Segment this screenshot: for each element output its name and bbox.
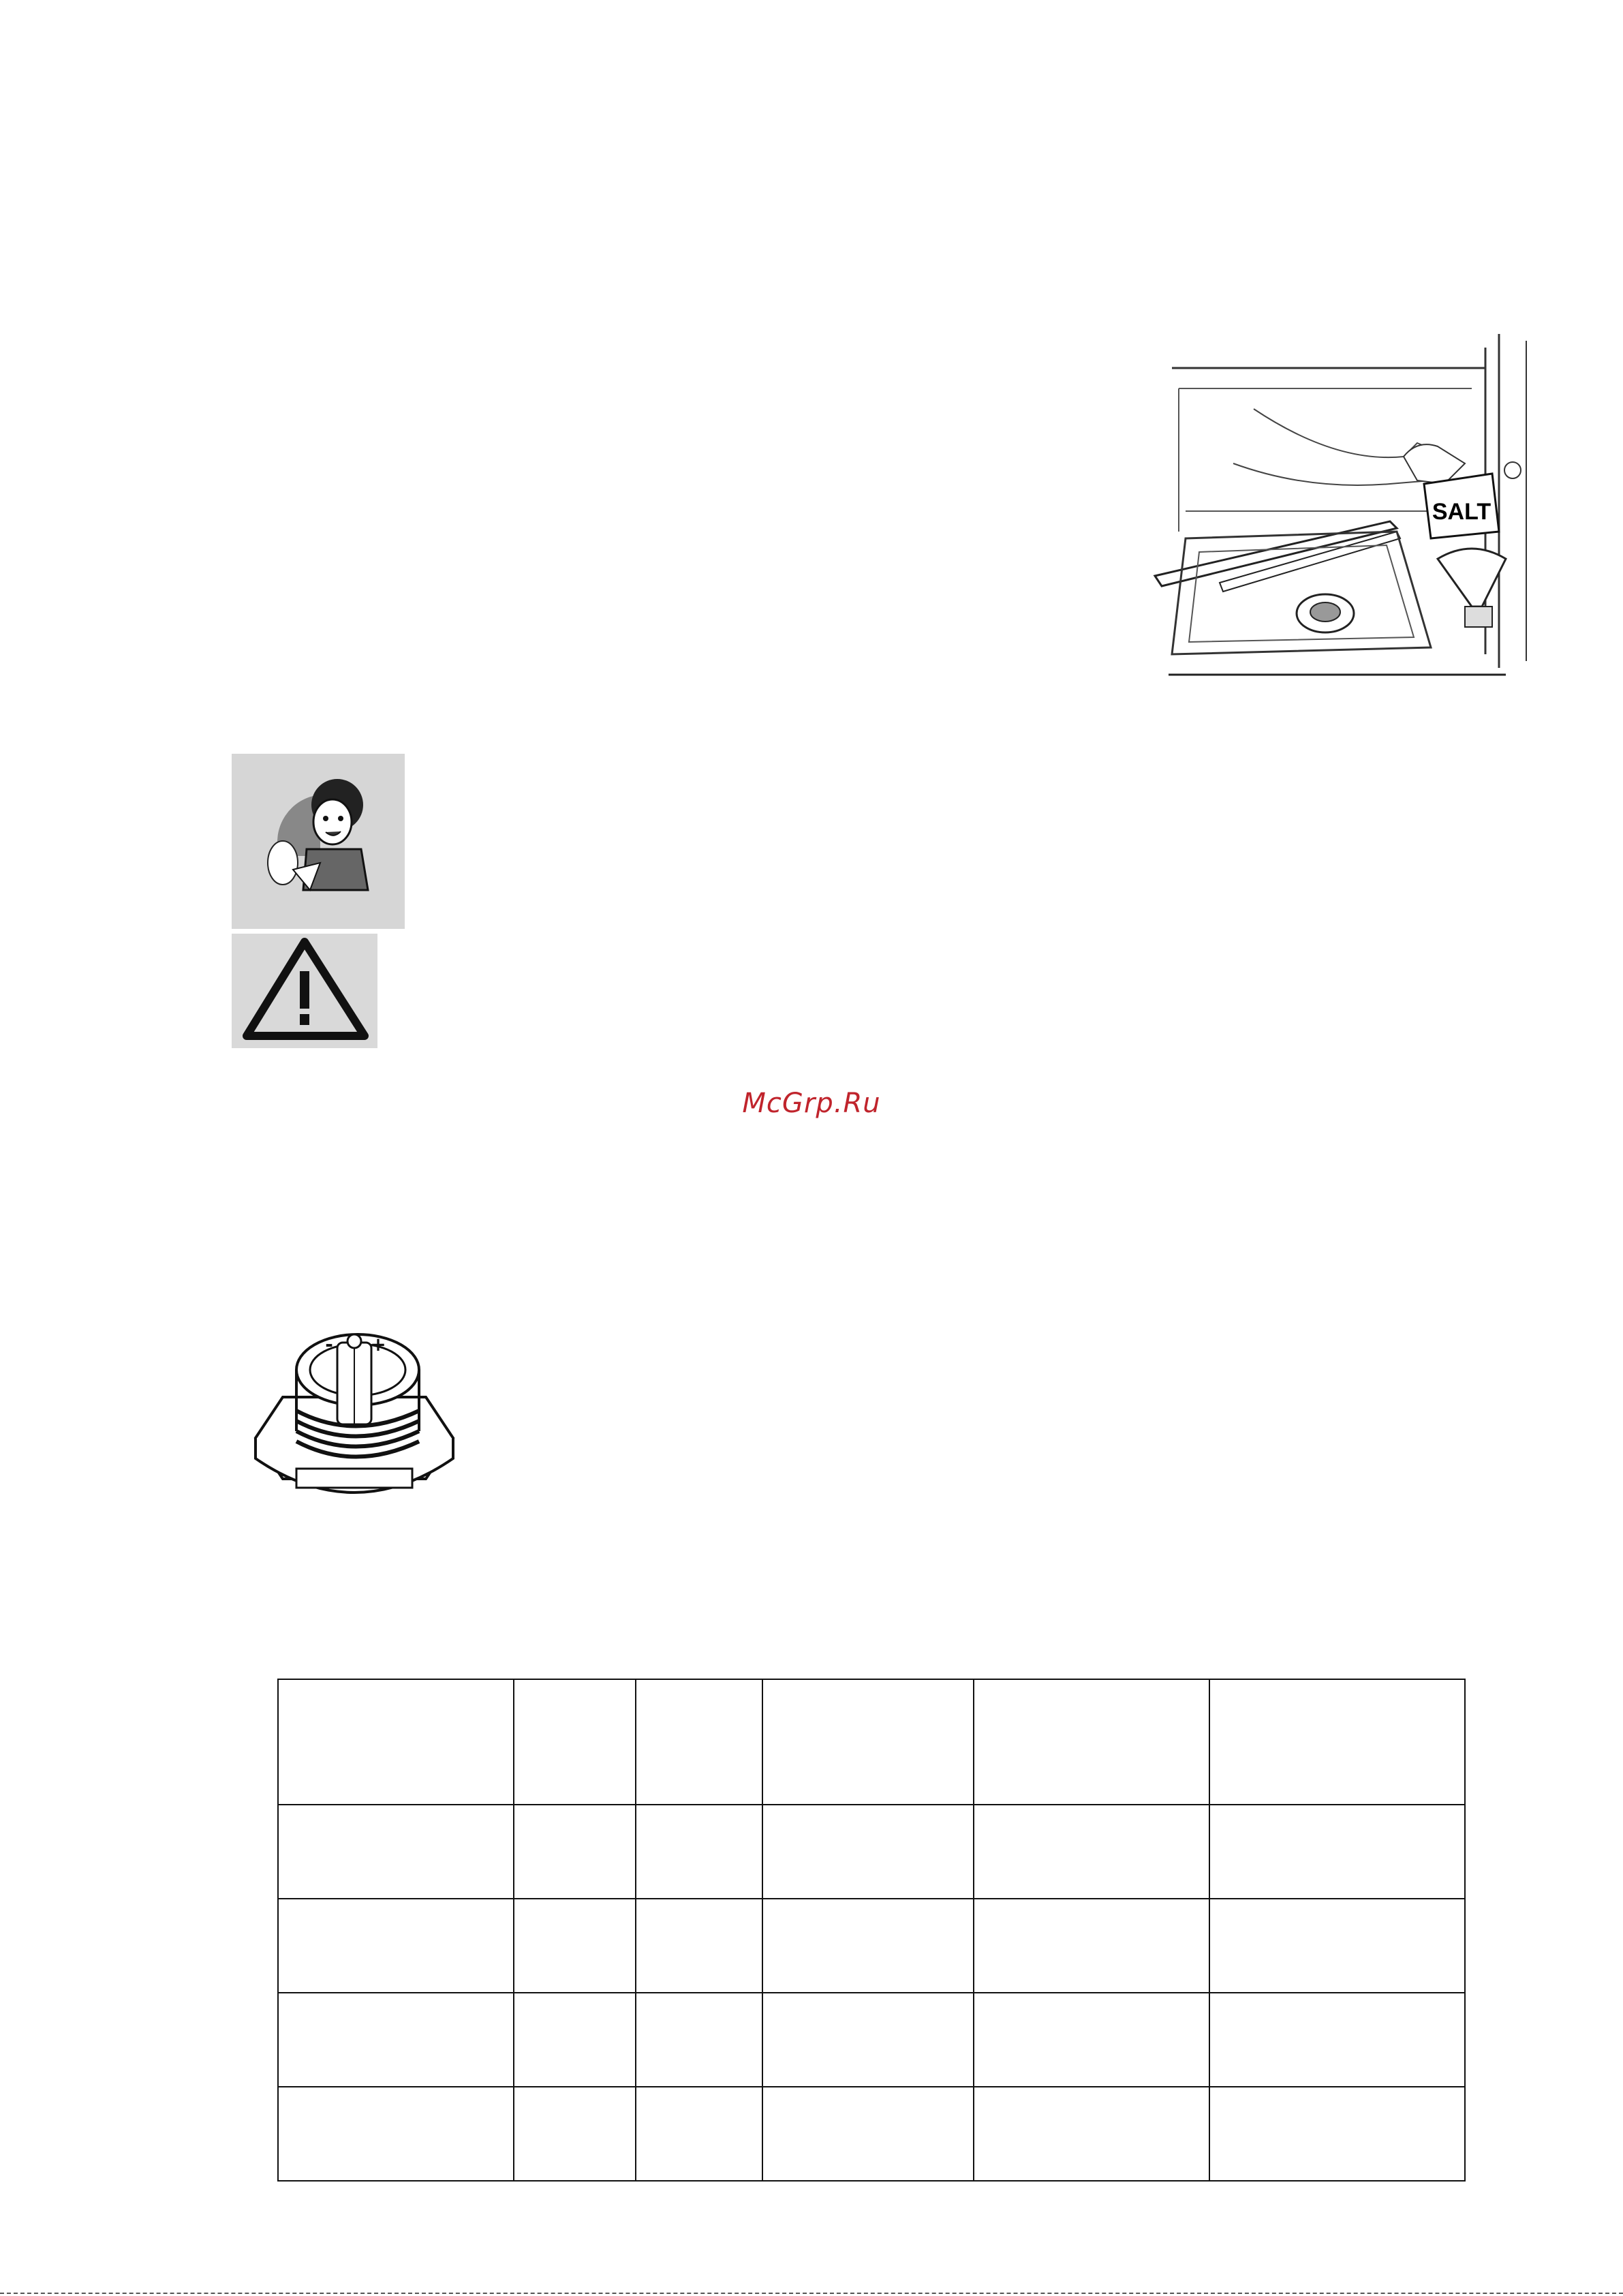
footer-divider <box>0 2293 1623 2294</box>
table-cell <box>278 1805 514 1899</box>
table-cell <box>762 1993 974 2087</box>
table-cell <box>278 2087 514 2181</box>
table-cell <box>974 1679 1209 1805</box>
table-cell <box>1209 1805 1465 1899</box>
dial-plus-label: + <box>370 1333 386 1356</box>
table-cell <box>636 1679 762 1805</box>
table-row <box>278 1805 1465 1899</box>
table-cell <box>514 1993 636 2087</box>
table-cell <box>974 1805 1209 1899</box>
softener-dial-illustration <box>242 1322 467 1520</box>
table-cell <box>762 1679 974 1805</box>
tip-lady-icon <box>232 754 405 929</box>
salt-filling-illustration <box>1145 327 1540 682</box>
table-cell <box>974 2087 1209 2181</box>
dial-minus-label: - <box>325 1333 333 1356</box>
table-cell <box>636 2087 762 2181</box>
table-row <box>278 1993 1465 2087</box>
table-cell <box>762 1805 974 1899</box>
table-cell <box>1209 1993 1465 2087</box>
table-cell <box>762 1899 974 1993</box>
table-cell <box>514 1805 636 1899</box>
water-hardness-table <box>277 1679 1466 2182</box>
table-cell <box>1209 1899 1465 1993</box>
table-cell <box>974 1993 1209 2087</box>
warning-icon <box>232 934 377 1048</box>
table-cell <box>762 2087 974 2181</box>
table-cell <box>514 2087 636 2181</box>
table-cell <box>278 1899 514 1993</box>
table-cell <box>1209 2087 1465 2181</box>
table-cell <box>636 1899 762 1993</box>
table-cell <box>1209 1679 1465 1805</box>
table-cell <box>636 1805 762 1899</box>
tip-icon <box>232 754 405 929</box>
table-header-row <box>278 1679 1465 1805</box>
table-row <box>278 2087 1465 2181</box>
table-cell <box>278 1993 514 2087</box>
table-cell <box>636 1993 762 2087</box>
table-row <box>278 1899 1465 1993</box>
table-cell <box>514 1899 636 1993</box>
warning-triangle-icon <box>232 934 377 1048</box>
salt-box-label: SALT <box>1432 499 1491 525</box>
table-cell <box>974 1899 1209 1993</box>
table-cell <box>278 1679 514 1805</box>
watermark-text: McGrp.Ru <box>742 1088 881 1119</box>
table-cell <box>514 1679 636 1805</box>
